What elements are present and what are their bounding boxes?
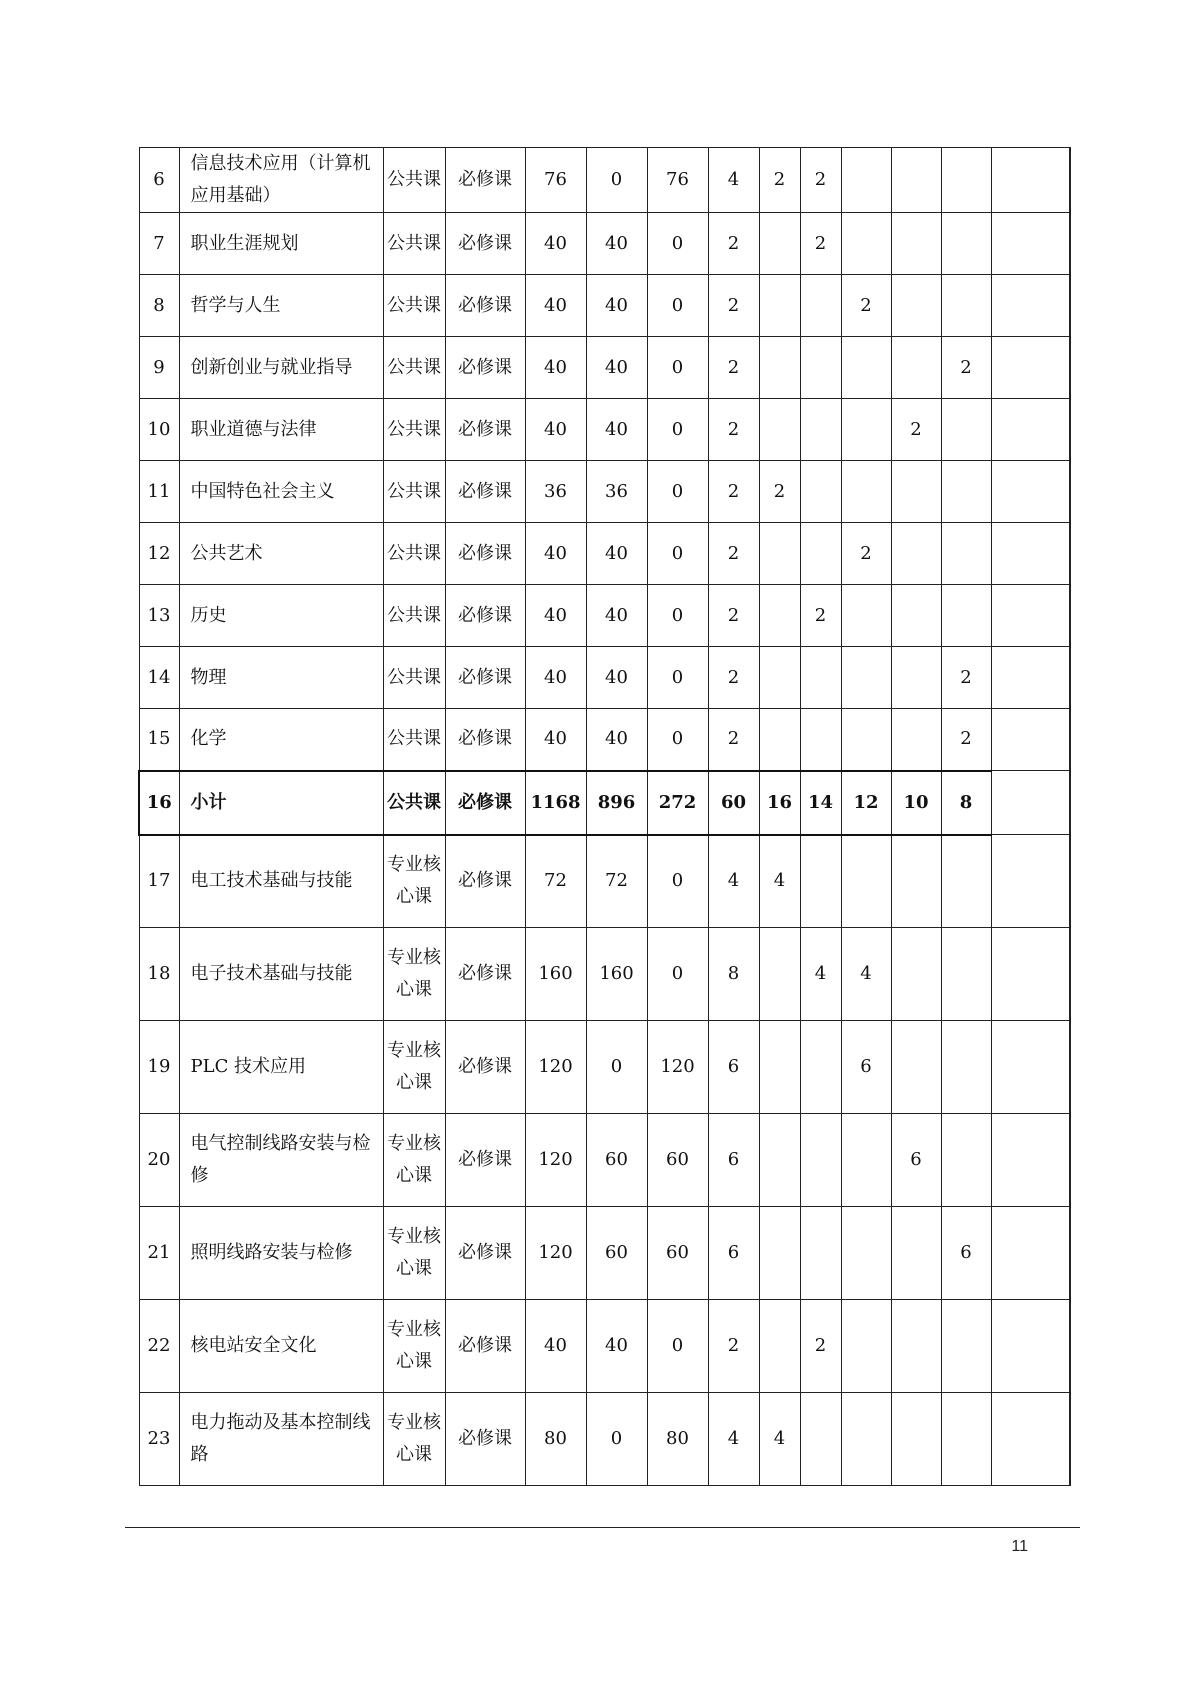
cell-s5: 2 <box>941 647 991 709</box>
cell-s1 <box>759 1021 800 1114</box>
cell-blank <box>991 585 1070 647</box>
cell-practice: 272 <box>647 771 708 835</box>
table-row <box>139 1393 1070 1486</box>
cell-no: 20 <box>139 1114 179 1207</box>
cell-s3 <box>841 1114 891 1207</box>
cell-s5: 2 <box>941 709 991 771</box>
cell-category: 专业核心课 <box>383 1114 445 1207</box>
cell-practice: 0 <box>647 337 708 399</box>
cell-total: 72 <box>525 835 586 928</box>
cell-s4 <box>891 647 941 709</box>
table-row <box>139 1114 1070 1207</box>
course-table <box>138 147 1071 1486</box>
cell-s2 <box>800 1021 841 1114</box>
cell-category: 专业核心课 <box>383 1393 445 1486</box>
table-row <box>139 275 1070 337</box>
cell-s3 <box>841 585 891 647</box>
cell-credit: 2 <box>708 647 759 709</box>
cell-category: 公共课 <box>383 523 445 585</box>
cell-theory: 60 <box>586 1207 647 1300</box>
table-row <box>139 709 1070 771</box>
cell-credit: 2 <box>708 461 759 523</box>
cell-category: 公共课 <box>383 399 445 461</box>
cell-practice: 0 <box>647 709 708 771</box>
cell-s3 <box>841 1207 891 1300</box>
cell-s4 <box>891 337 941 399</box>
table-row <box>139 213 1070 275</box>
cell-credit: 6 <box>708 1114 759 1207</box>
table-row <box>139 647 1070 709</box>
cell-s2: 2 <box>800 1300 841 1393</box>
cell-name: 电子技术基础与技能 <box>179 928 383 1021</box>
cell-category: 专业核心课 <box>383 928 445 1021</box>
cell-s1 <box>759 523 800 585</box>
cell-s2: 2 <box>800 213 841 275</box>
cell-name: 信息技术应用（计算机应用基础） <box>179 148 383 213</box>
cell-theory: 0 <box>586 1021 647 1114</box>
cell-s4: 6 <box>891 1114 941 1207</box>
cell-theory: 0 <box>586 1393 647 1486</box>
cell-s2: 2 <box>800 148 841 213</box>
cell-s3 <box>841 148 891 213</box>
cell-s3: 4 <box>841 928 891 1021</box>
cell-theory: 60 <box>586 1114 647 1207</box>
cell-credit: 4 <box>708 835 759 928</box>
cell-blank <box>991 275 1070 337</box>
cell-s5 <box>941 399 991 461</box>
cell-practice: 120 <box>647 1021 708 1114</box>
cell-no: 12 <box>139 523 179 585</box>
cell-s2 <box>800 1207 841 1300</box>
cell-s5 <box>941 148 991 213</box>
cell-s2 <box>800 1114 841 1207</box>
subtotal-row <box>139 771 1070 835</box>
cell-s5 <box>941 275 991 337</box>
cell-credit: 4 <box>708 1393 759 1486</box>
cell-type: 必修课 <box>445 337 525 399</box>
cell-s3 <box>841 213 891 275</box>
table-row <box>139 928 1070 1021</box>
cell-s4 <box>891 523 941 585</box>
cell-theory: 160 <box>586 928 647 1021</box>
cell-s3 <box>841 399 891 461</box>
cell-s1 <box>759 275 800 337</box>
cell-type: 必修课 <box>445 1207 525 1300</box>
cell-blank <box>991 337 1070 399</box>
cell-theory: 40 <box>586 399 647 461</box>
table-row <box>139 523 1070 585</box>
cell-total: 1168 <box>525 771 586 835</box>
cell-s2 <box>800 399 841 461</box>
cell-theory: 40 <box>586 213 647 275</box>
cell-name: 电气控制线路安装与检修 <box>179 1114 383 1207</box>
cell-total: 36 <box>525 461 586 523</box>
cell-no: 19 <box>139 1021 179 1114</box>
cell-total: 120 <box>525 1114 586 1207</box>
cell-total: 40 <box>525 213 586 275</box>
cell-total: 120 <box>525 1021 586 1114</box>
cell-s5: 6 <box>941 1207 991 1300</box>
cell-type: 必修课 <box>445 1114 525 1207</box>
cell-s1: 2 <box>759 461 800 523</box>
cell-blank <box>991 148 1070 213</box>
cell-practice: 80 <box>647 1393 708 1486</box>
cell-s1 <box>759 399 800 461</box>
cell-s2 <box>800 275 841 337</box>
cell-type: 必修课 <box>445 835 525 928</box>
cell-total: 40 <box>525 647 586 709</box>
cell-s5 <box>941 928 991 1021</box>
cell-s5 <box>941 585 991 647</box>
cell-practice: 0 <box>647 213 708 275</box>
table-row <box>139 399 1070 461</box>
cell-total: 80 <box>525 1393 586 1486</box>
cell-no: 14 <box>139 647 179 709</box>
cell-s2 <box>800 337 841 399</box>
footer-rule <box>125 1527 1080 1528</box>
cell-practice: 0 <box>647 275 708 337</box>
cell-credit: 2 <box>708 275 759 337</box>
cell-theory: 72 <box>586 835 647 928</box>
cell-s2 <box>800 523 841 585</box>
cell-no: 7 <box>139 213 179 275</box>
cell-category: 公共课 <box>383 337 445 399</box>
cell-theory: 40 <box>586 709 647 771</box>
cell-type: 必修课 <box>445 461 525 523</box>
cell-theory: 40 <box>586 585 647 647</box>
cell-credit: 2 <box>708 523 759 585</box>
table-row <box>139 148 1070 213</box>
cell-s4 <box>891 928 941 1021</box>
cell-s4 <box>891 1393 941 1486</box>
cell-category: 公共课 <box>383 148 445 213</box>
cell-no: 17 <box>139 835 179 928</box>
cell-blank <box>991 1300 1070 1393</box>
cell-total: 40 <box>525 585 586 647</box>
cell-s5 <box>941 1300 991 1393</box>
cell-name: PLC 技术应用 <box>179 1021 383 1114</box>
cell-credit: 2 <box>708 709 759 771</box>
cell-s2: 4 <box>800 928 841 1021</box>
cell-s5 <box>941 213 991 275</box>
cell-theory: 0 <box>586 148 647 213</box>
cell-blank <box>991 771 1070 835</box>
cell-name: 职业道德与法律 <box>179 399 383 461</box>
cell-s2 <box>800 1393 841 1486</box>
cell-practice: 0 <box>647 647 708 709</box>
cell-theory: 896 <box>586 771 647 835</box>
cell-s2 <box>800 461 841 523</box>
cell-name: 核电站安全文化 <box>179 1300 383 1393</box>
cell-name: 电力拖动及基本控制线路 <box>179 1393 383 1486</box>
cell-practice: 0 <box>647 835 708 928</box>
cell-s4: 10 <box>891 771 941 835</box>
cell-theory: 40 <box>586 337 647 399</box>
cell-s3: 6 <box>841 1021 891 1114</box>
table-row <box>139 585 1070 647</box>
cell-total: 40 <box>525 337 586 399</box>
cell-s5: 8 <box>941 771 991 835</box>
cell-name: 物理 <box>179 647 383 709</box>
cell-no: 16 <box>139 771 179 835</box>
cell-practice: 60 <box>647 1207 708 1300</box>
cell-type: 必修课 <box>445 1021 525 1114</box>
table-row <box>139 1021 1070 1114</box>
cell-no: 23 <box>139 1393 179 1486</box>
cell-s3 <box>841 461 891 523</box>
cell-s3: 2 <box>841 275 891 337</box>
cell-s5 <box>941 1393 991 1486</box>
cell-no: 9 <box>139 337 179 399</box>
cell-blank <box>991 1393 1070 1486</box>
cell-s3: 12 <box>841 771 891 835</box>
cell-no: 11 <box>139 461 179 523</box>
cell-category: 专业核心课 <box>383 835 445 928</box>
cell-blank <box>991 213 1070 275</box>
cell-total: 40 <box>525 399 586 461</box>
cell-blank <box>991 647 1070 709</box>
cell-type: 必修课 <box>445 647 525 709</box>
page-number: 11 <box>1011 1538 1028 1555</box>
cell-name: 公共艺术 <box>179 523 383 585</box>
cell-category: 公共课 <box>383 771 445 835</box>
cell-s4 <box>891 835 941 928</box>
cell-s4 <box>891 461 941 523</box>
cell-total: 40 <box>525 523 586 585</box>
cell-s1 <box>759 1114 800 1207</box>
cell-name: 历史 <box>179 585 383 647</box>
cell-s5 <box>941 835 991 928</box>
cell-s4: 2 <box>891 399 941 461</box>
cell-name: 创新创业与就业指导 <box>179 337 383 399</box>
cell-category: 公共课 <box>383 585 445 647</box>
cell-s1: 4 <box>759 835 800 928</box>
cell-type: 必修课 <box>445 399 525 461</box>
cell-credit: 2 <box>708 1300 759 1393</box>
cell-no: 13 <box>139 585 179 647</box>
cell-name: 小计 <box>179 771 383 835</box>
cell-blank <box>991 399 1070 461</box>
cell-total: 76 <box>525 148 586 213</box>
cell-s4 <box>891 1207 941 1300</box>
cell-category: 公共课 <box>383 709 445 771</box>
cell-s2 <box>800 709 841 771</box>
cell-s3: 2 <box>841 523 891 585</box>
cell-type: 必修课 <box>445 148 525 213</box>
cell-total: 160 <box>525 928 586 1021</box>
cell-blank <box>991 1114 1070 1207</box>
cell-s1 <box>759 647 800 709</box>
cell-s2: 2 <box>800 585 841 647</box>
table-row <box>139 1300 1070 1393</box>
cell-s2 <box>800 835 841 928</box>
cell-s2 <box>800 647 841 709</box>
cell-s1 <box>759 709 800 771</box>
cell-blank <box>991 461 1070 523</box>
cell-category: 公共课 <box>383 647 445 709</box>
cell-s3 <box>841 1300 891 1393</box>
cell-category: 公共课 <box>383 275 445 337</box>
cell-type: 必修课 <box>445 709 525 771</box>
cell-practice: 0 <box>647 523 708 585</box>
cell-category: 公共课 <box>383 213 445 275</box>
cell-credit: 6 <box>708 1207 759 1300</box>
cell-practice: 0 <box>647 1300 708 1393</box>
cell-s3 <box>841 337 891 399</box>
table-row <box>139 461 1070 523</box>
cell-blank <box>991 835 1070 928</box>
cell-name: 电工技术基础与技能 <box>179 835 383 928</box>
cell-name: 中国特色社会主义 <box>179 461 383 523</box>
cell-total: 120 <box>525 1207 586 1300</box>
cell-credit: 8 <box>708 928 759 1021</box>
cell-s4 <box>891 1021 941 1114</box>
cell-blank <box>991 1207 1070 1300</box>
cell-credit: 60 <box>708 771 759 835</box>
cell-s5 <box>941 523 991 585</box>
cell-theory: 40 <box>586 275 647 337</box>
cell-s4 <box>891 585 941 647</box>
cell-s1: 16 <box>759 771 800 835</box>
cell-category: 专业核心课 <box>383 1021 445 1114</box>
cell-s3 <box>841 647 891 709</box>
cell-practice: 0 <box>647 461 708 523</box>
cell-no: 10 <box>139 399 179 461</box>
cell-s1 <box>759 585 800 647</box>
cell-category: 公共课 <box>383 461 445 523</box>
cell-category: 专业核心课 <box>383 1300 445 1393</box>
cell-s5 <box>941 1114 991 1207</box>
table-body <box>139 148 1070 1486</box>
cell-no: 15 <box>139 709 179 771</box>
cell-no: 22 <box>139 1300 179 1393</box>
cell-credit: 2 <box>708 585 759 647</box>
cell-s1 <box>759 928 800 1021</box>
cell-credit: 4 <box>708 148 759 213</box>
cell-s4 <box>891 1300 941 1393</box>
cell-type: 必修课 <box>445 1393 525 1486</box>
cell-s3 <box>841 1393 891 1486</box>
table-row <box>139 337 1070 399</box>
cell-credit: 2 <box>708 213 759 275</box>
cell-type: 必修课 <box>445 1300 525 1393</box>
cell-no: 18 <box>139 928 179 1021</box>
cell-practice: 76 <box>647 148 708 213</box>
cell-practice: 0 <box>647 585 708 647</box>
cell-s3 <box>841 835 891 928</box>
cell-type: 必修课 <box>445 213 525 275</box>
cell-s1: 4 <box>759 1393 800 1486</box>
cell-no: 8 <box>139 275 179 337</box>
cell-s1 <box>759 1207 800 1300</box>
cell-theory: 40 <box>586 1300 647 1393</box>
cell-practice: 0 <box>647 928 708 1021</box>
cell-s4 <box>891 709 941 771</box>
cell-type: 必修课 <box>445 523 525 585</box>
cell-s5 <box>941 1021 991 1114</box>
cell-category: 专业核心课 <box>383 1207 445 1300</box>
cell-type: 必修课 <box>445 585 525 647</box>
cell-theory: 40 <box>586 647 647 709</box>
table-row <box>139 835 1070 928</box>
cell-s5: 2 <box>941 337 991 399</box>
cell-blank <box>991 1021 1070 1114</box>
cell-s1 <box>759 1300 800 1393</box>
cell-name: 照明线路安装与检修 <box>179 1207 383 1300</box>
cell-s1: 2 <box>759 148 800 213</box>
cell-total: 40 <box>525 709 586 771</box>
cell-theory: 40 <box>586 523 647 585</box>
cell-s1 <box>759 337 800 399</box>
cell-s5 <box>941 461 991 523</box>
cell-credit: 2 <box>708 399 759 461</box>
cell-name: 哲学与人生 <box>179 275 383 337</box>
cell-s4 <box>891 275 941 337</box>
cell-practice: 0 <box>647 399 708 461</box>
cell-type: 必修课 <box>445 275 525 337</box>
cell-total: 40 <box>525 275 586 337</box>
cell-s4 <box>891 148 941 213</box>
cell-theory: 36 <box>586 461 647 523</box>
cell-name: 化学 <box>179 709 383 771</box>
table-row <box>139 1207 1070 1300</box>
cell-type: 必修课 <box>445 928 525 1021</box>
cell-s1 <box>759 213 800 275</box>
cell-credit: 6 <box>708 1021 759 1114</box>
cell-total: 40 <box>525 1300 586 1393</box>
cell-name: 职业生涯规划 <box>179 213 383 275</box>
cell-blank <box>991 928 1070 1021</box>
cell-blank <box>991 709 1070 771</box>
cell-blank <box>991 523 1070 585</box>
cell-credit: 2 <box>708 337 759 399</box>
cell-no: 21 <box>139 1207 179 1300</box>
cell-type: 必修课 <box>445 771 525 835</box>
cell-s3 <box>841 709 891 771</box>
cell-practice: 60 <box>647 1114 708 1207</box>
cell-s2: 14 <box>800 771 841 835</box>
cell-no: 6 <box>139 148 179 213</box>
cell-s4 <box>891 213 941 275</box>
